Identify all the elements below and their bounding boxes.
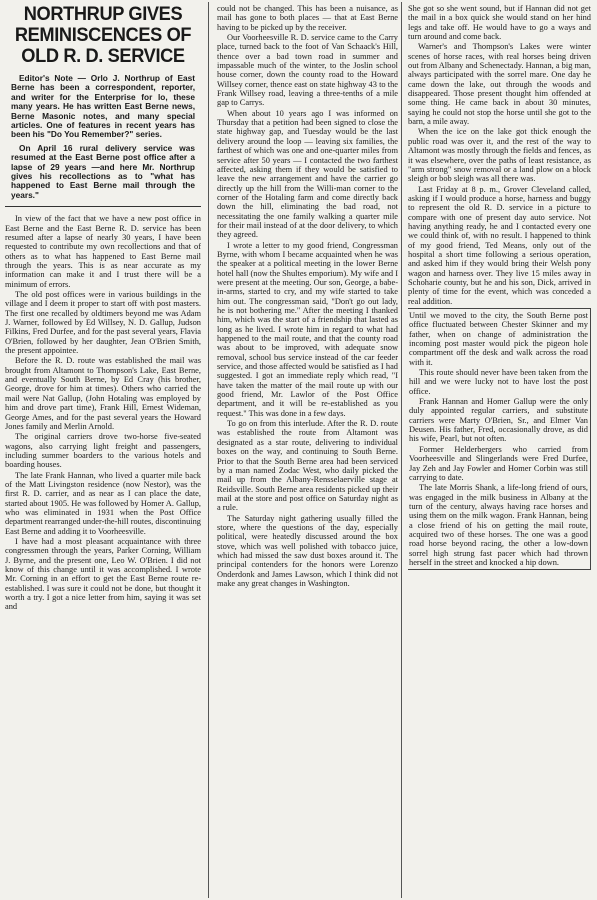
boxed-section: [408, 308, 591, 570]
paragraph: This route should never have been taken from the hill and we were lucky not to have lost the post office.: [409, 368, 588, 396]
paragraph: To go on from this interlude. After the R. D. route was established the route from Altamont was designated as a star route, delivering to individual boxes on the way, and continuing to South Berne. Prior to that the South Berne area had been serviced by a man named Zodac West, who daily picked the mail up from the Albany-Rensselaerville stage at Reidsville. South Berne area residents picked up their mail at the store and post office on Saturday night as a rule.: [217, 419, 398, 513]
column-divider: [401, 2, 402, 898]
paragraph: In view of the fact that we have a new post office in East Berne and the East Berne R. D. service has been resumed after a lapse of nearly 30 years, I have been requested to contribute my own recollections and that of others as to what has happened to East Berne mail through the years. This is as near accurate as my information can make it and I trust there will be a minimum of errors.: [5, 214, 201, 289]
paragraph: Our Voorheesville R. D. service came to the Carry place, turned back to the foot of Van Schaack's Hill, thence over a bad town road in summer and impassable much of the winter, to the Joslin school house corner, down the county road to the Howard Willsey corner, thence east on state highway 43 to the Frank Willsey road, leaving a three-tenths of a mile gap to Carrys.: [217, 33, 398, 108]
paragraph: could not be changed. This has been a nuisance, as mail has gone to both places — that at East Berne having to be picked up by the receiver.: [217, 4, 398, 32]
paragraph: Warner's and Thompson's Lakes were winter scenes of horse races, with real horses being driven out from Albany and Schenectady. Hannan, a big man, always participated with the sorrel mare. One day he came down the lake, out through the woods and disappeared. Those present thought him offended at some thing. He came back in about 30 minutes, saying he could not stop the horse until she got to the barn, a mile away.: [408, 42, 591, 127]
paragraph: The original carriers drove two-horse five-seated wagons, also carrying light freight and passengers, including summer boarders to the various hotels and boarding houses.: [5, 432, 201, 470]
headline-line: REMINISCENCES OF: [14, 25, 192, 46]
editor-note: [5, 74, 201, 200]
paragraph: Until we moved to the city, the South Berne post office fluctuated between Chester Skinner and my father, when on change of administration the incoming post master would pick the pigeon hole compartment off the desk and walk across the road with it.: [409, 311, 588, 367]
article-body: [408, 4, 591, 570]
paragraph: Last Friday at 8 p. m., Grover Cleveland called, asking if I would produce a horse, harness and buggy to represent the old R. D. service in a picture to compare with one of present day auto service. Not having anything ready, he and I contacted every one we could think of, with no result. I happened to think of my good friend, Ted Means, only out of the hospital a short time following a serious operation, and asked him if they would bring their Welsh pony wagon and harness over. They live 15 miles away in Schoharie county, but he and his son, Dick, arrived in plenty of time for the event, which was conceded a real addition.: [408, 184, 591, 306]
column-2: [217, 4, 398, 892]
headline-line: OLD R. D. SERVICE: [21, 46, 185, 67]
column-1: [5, 4, 201, 892]
article-body: [217, 4, 398, 588]
paragraph: I wrote a letter to my good friend, Congressman Byrne, with whom I became acquainted when he was the speaker at a political meeting in the lower Berne hotel hall (now the Shultes emporium). My wife and I were present at the meeting. Our son, George, a babe-in-arms, started to cry, and my wife started to take him out. The congressman said, "Don't go out lady, he is not bothering me." After the meeting I thanked him, which was the start of a friendship that lasted as long as he lived. I wrote him in regard to what had happened to the mail route, and that the county road was about to be improved, with adequate snow removal, school bus service instead of the car feeder service, and those affected would be satisfied as I had suggested. I got an immediate reply which read, "I have taken the matter of the mail route up with our good friend, Mr. Lawlor of the Post Office department, and it will be re-established as you request." This was done in a few days.: [217, 240, 398, 418]
headline-line: NORTHRUP GIVES: [23, 4, 183, 25]
paragraph: Before the R. D. route was established the mail was brought from Altamont to Thompson's Lake, East Berne, and eventually South Berne, by Ed Cray (his brother, George, drove for him at times). Others who carried the mail were Nat Gallup, (John Hotaling was employed by him and drove part time), Frank Hill, Ernest Wideman, George Ames, and for the past several years the Howard Jones family and Merlin Arnold.: [5, 356, 201, 431]
editor-note-paragraph: Editor's Note — Orlo J. Northrup of East Berne has been a correspondent, reporter, and writer for the Enterprise for lo, these many years. He has written East Berne news, Berne Masonic notes, and many special articles. One of features in recent years has been his "Do You Remember?" series.: [11, 73, 195, 140]
editor-note-paragraph: On April 16 rural delivery service was resumed at the East Berne post office after a lapse of 29 years —and here Mr. Northrup gives his recollections as to "what has happened to East Berne mail through the years.": [11, 142, 195, 200]
paragraph: The old post offices were in various buildings in the village and I deem it proper to start off with post masters. The first one recalled by oldtimers beyond me was Adam J. Warner, followed by Ed Willsey, N. D. Gallup, Judson Filkins, Fred Durfee, and for the past several years, Flavia O'Brien, followed by her daughter, Jean O'Brien Smith, the present appointee.: [5, 290, 201, 356]
column-3: [408, 4, 591, 892]
paragraph: When the ice on the lake got thick enough the public road was over it, and the rest of the way to Altamont was mostly through the fields and fences, as it was elsewhere, over the paths of least resistance, as "arm strong" snow removal or a land plow on a block sleigh or bob sleigh was all there was.: [408, 127, 591, 184]
section-divider: [5, 206, 201, 207]
paragraph: She got so she went sound, but if Hannan did not get the mail in a box quick she would stand on her hind legs and take off. He would have to go a ways and turn around and come back.: [408, 4, 591, 42]
headline: [9, 4, 197, 67]
paragraph: The Saturday night gathering usually filled the store, where the questions of the day, especially political, were heatedly discussed around the box stove, which was well polished with tobacco juice, which had missed the saw dust boxes around it. The principal contenders for the honors were Lorenzo Onderdonk and James Lawson, which I think did not make any great changes in Washington.: [217, 513, 398, 588]
paragraph: When about 10 years ago I was informed on Thursday that a petition had been signed to close the state highway gap, and Tuesday would be the last delivery around the loop — leaving six families, the farthest of which was one and one-quarter miles from service after 50 years — I contacted the two farthest affected, asking them if they would be satisfied to leave the new arrangement and have the carrier go directly up the hill from the Willi-man corner to the corner of the Hotaling farm and come directly back down the hill, eliminating the bad road, not necessitating the one family walking a quarter mile for their mail instead of at the door delivery, to which they agreed.: [217, 108, 398, 240]
paragraph: I have had a most pleasant acquaintance with three congressmen through the years, Parker Corning, William J. Byrne, and the present one, Leo W. O'Brien. I did not know of this change until it was accomplished. I wrote Mr. Corning in an effort to get the East Berne route re-established. I was sure it could not be done, but thought it worth a try. I got a nice letter from him, saying it was set and: [5, 536, 201, 612]
article-body: [5, 214, 201, 611]
paragraph: The late Morris Shank, a life-long friend of ours, was engaged in the milk business in Albany at the turn of the century, always having race horses and using them on the milk wagon. Frank Hannan, being a close friend of his on getting the mail route, acquired two of these horses. The one was a good road horse beyond racing, the other a low-down sorrel high strung fast pacer which had thrown herself in the street and knocked a hip down.: [409, 483, 588, 567]
paragraph: Frank Hannan and Homer Gallup were the only duly appointed regular carriers, and substitute carriers were Marty O'Brien, Sr., and Elmer Van Deusen. His father, Fred, occasionally drove, as did his wife, Pearl, but not often.: [409, 397, 588, 444]
paragraph: Former Helderbergers who carried from Voorheesville and Slingerlands were Fred Durfee, Jay Zeh and Jay Fowler and Homer Corbin was still carrying to date.: [409, 444, 588, 482]
column-divider: [208, 2, 209, 898]
paragraph: The late Frank Hannan, who lived a quarter mile back of the Matt Livingston residence (now Nestor), was the first R. D. carrier, and as near as I can place the date, started about 1905. He was followed by Homer A. Gallup, who was eliminated in 1931 when the Post Office department rearranged under-the-hill routes, discontinuing East Berne and adding it to Voorheesville.: [5, 470, 201, 536]
